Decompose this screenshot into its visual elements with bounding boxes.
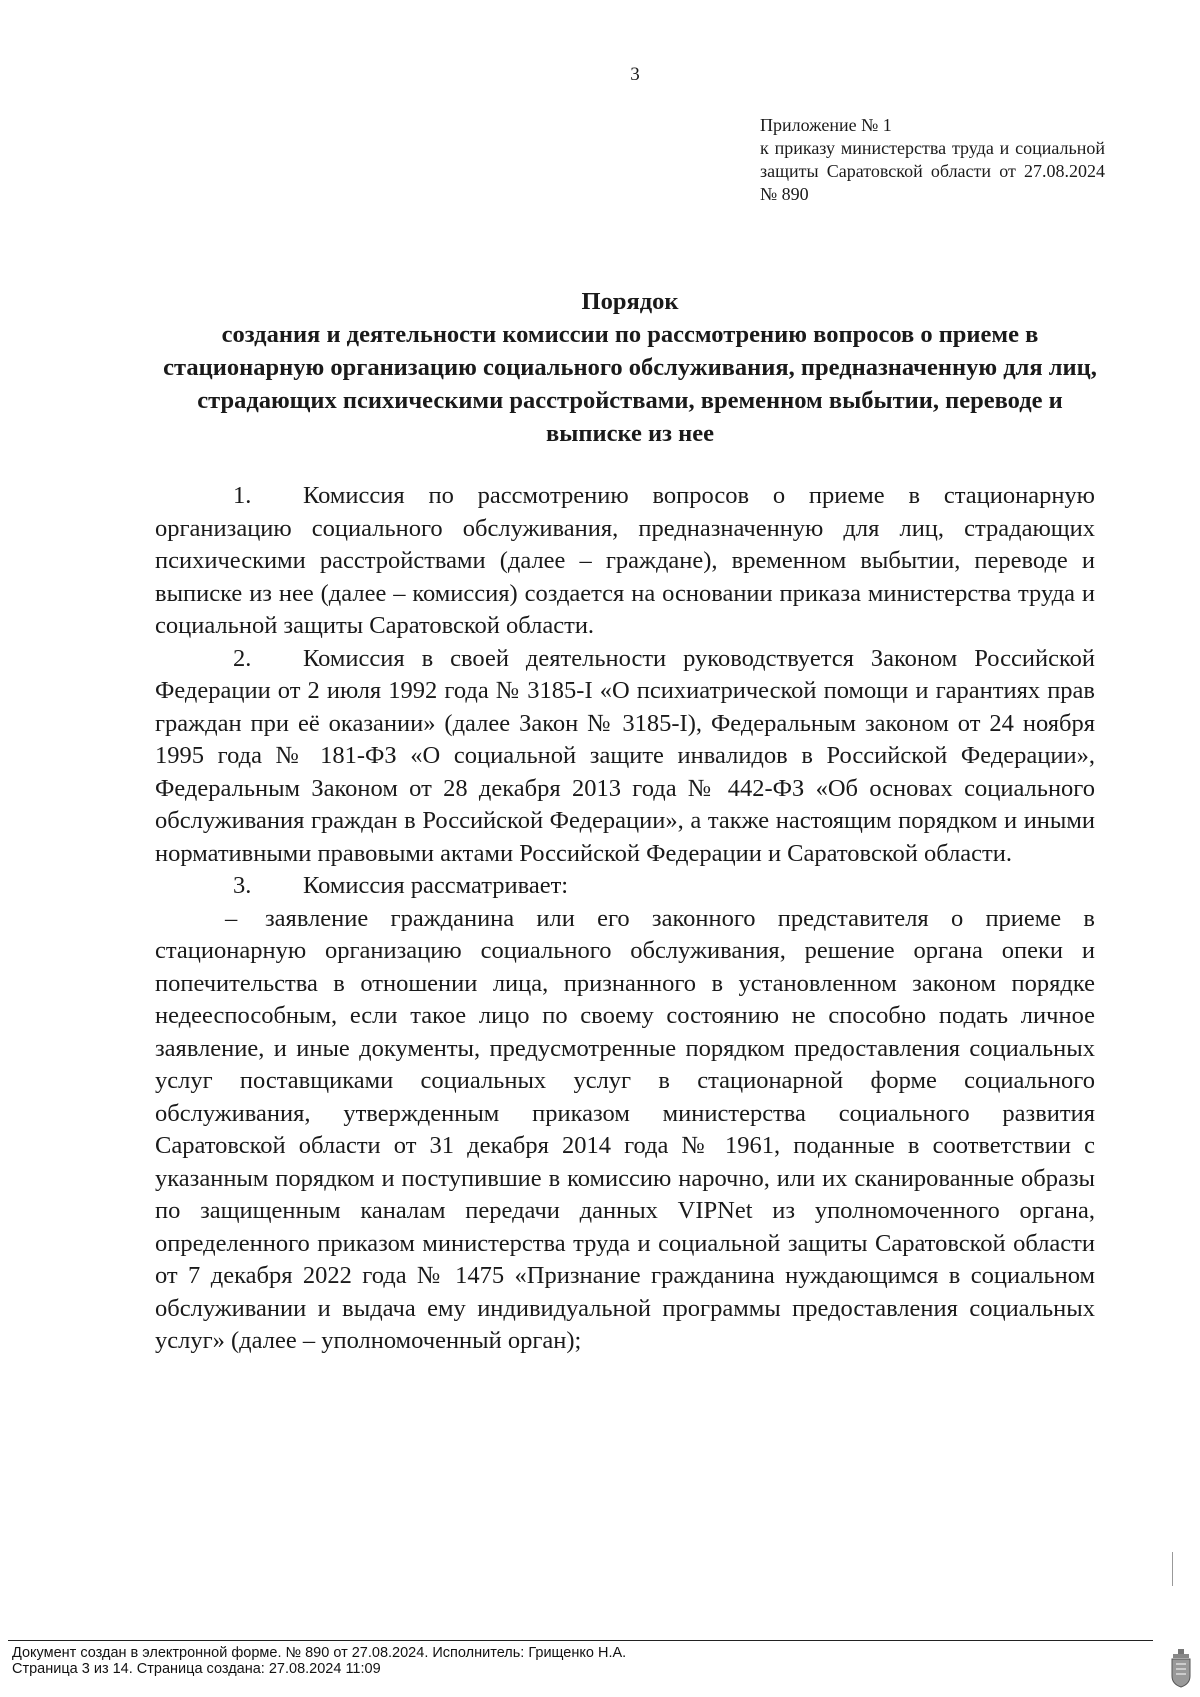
appendix-title: Приложение № 1 (760, 115, 892, 135)
paragraph-2 (155, 643, 1095, 871)
title-main: Порядок (581, 288, 679, 315)
appendix-block (760, 114, 1105, 206)
footer-line-1: Документ создан в электронной форме. № 890 от 27.08.2024. Исполнитель: Грищенко Н.А. (12, 1645, 627, 1661)
paragraph-number: 2. (233, 644, 252, 672)
page-number: 3 (630, 64, 640, 85)
paragraph-number: 3. (233, 872, 252, 899)
footer-divider (8, 1640, 1153, 1641)
document-body (155, 480, 1095, 1358)
title-subtitle: создания и деятельности комиссии по рассмотрению вопросов о приеме в стационарную организацию социального обслуживания, предназначенную для лиц, страдающих психическими расстройствами, временном выбытии, переводе и выписке из нее (163, 321, 1097, 447)
paragraph-text: Комиссия в своей деятельности руководствуется Законом Российской Федерации от 2 июля 1992 года № 3185-I «О психиатрической помощи и гарантиях прав граждан при её оказании» (далее Закон № 3185-I), Федеральным законом от 24 ноября 1995 года № 181-ФЗ «О социальной защите инвалидов в Российской Федерации», Федеральным Законом от 28 декабря 2013 года № 442-ФЗ «Об основах социального обслуживания граждан в Российской Федерации», а также настоящим порядком и иными нормативными правовыми актами Российской Федерации и Саратовской области. (155, 644, 1095, 867)
margin-mark (1172, 1552, 1173, 1586)
dash-item-text: заявление гражданина или его законного представителя о приеме в стационарную организацию социального обслуживания, решение органа опеки и попечительства в отношении лица, признанного в установленном законом порядке недееспособным, если такое лицо по своему состоянию не способно подать личное заявление, и иные документы, предусмотренные порядком предоставления социальных услуг поставщиками социальных услуг в стационарной форме социального обслуживания, утвержденным приказом министерства социального развития Саратовской области от 31 декабря 2014 года № 1961, поданные в соответствии с указанным порядком и поступившие в комиссию нарочно, или их сканированные образы по защищенным каналам передачи данных VIPNet из уполномоченного органа, определенного приказом министерства труда и социальной защиты Саратовской области от 7 декабря 2022 года № 1475 «Признание гражданина нуждающимся в социальном обслуживании и выдача ему индивидуальной программы предоставления социальных услуг» (далее – уполномоченный орган); (155, 904, 1095, 1354)
footer-line-2: Страница 3 из 14. Страница создана: 27.08.2024 11:09 (12, 1661, 381, 1677)
paragraph-text: Комиссия рассматривает: (303, 872, 569, 899)
paragraph-3 (155, 870, 1095, 903)
paragraph-text: Комиссия по рассмотрению вопросов о приеме в стационарную организацию социального обслуживания, предназначенную для лиц, страдающих психическими расстройствами (далее – граждане), временном выбытии, переводе и выписке из нее (далее – комиссия) создается на основании приказа министерства труда и социальной защиты Саратовской области. (155, 482, 1095, 639)
paragraph-number: 1. (233, 482, 252, 509)
document-title (150, 285, 1110, 450)
dash-mark: – (225, 904, 238, 932)
appendix-reference: к приказу министерства труда и социальной защиты Саратовской области от 27.08.2024 № 890 (760, 138, 1105, 204)
footer (12, 1645, 626, 1677)
coat-of-arms-icon (1170, 1648, 1192, 1688)
dash-item-1 (155, 903, 1095, 1358)
paragraph-1 (155, 480, 1095, 643)
